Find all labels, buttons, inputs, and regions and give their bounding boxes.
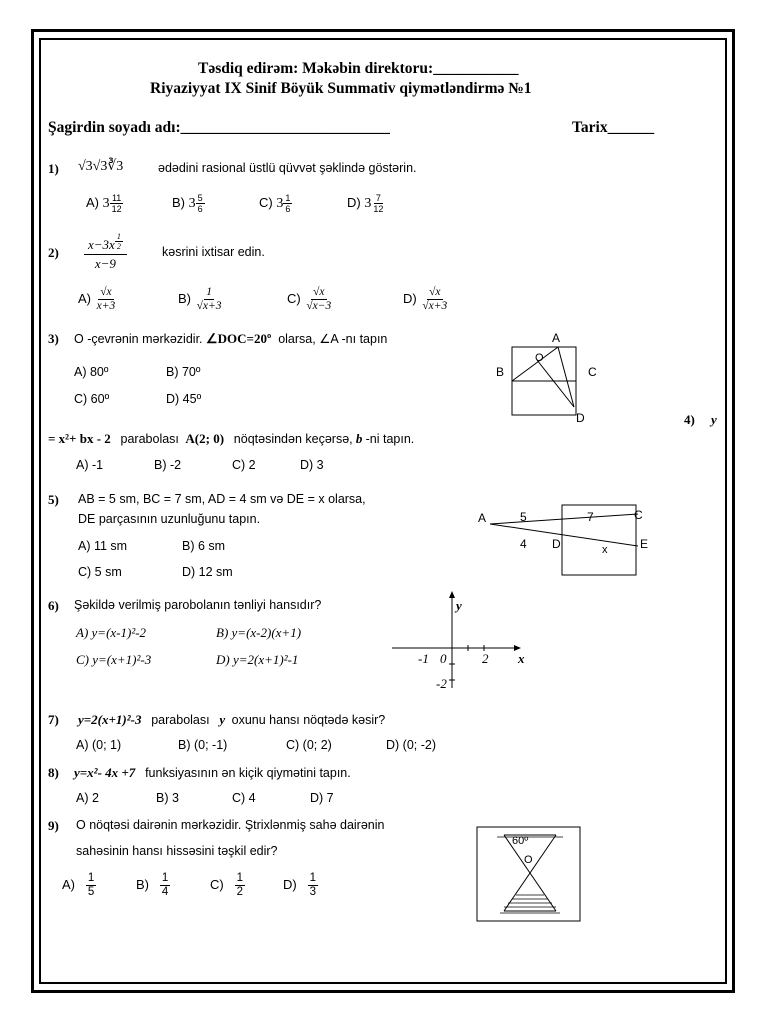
q6-coordinate-axes — [388, 588, 538, 693]
q5-option-b: B) 6 sm — [182, 539, 226, 553]
q6-option-a: A) y=(x-1)²-2 — [76, 625, 147, 640]
q5-label-c: C — [634, 508, 643, 522]
q6-y-axis-label: y — [456, 598, 462, 613]
q8-option-b: B) 3 — [156, 791, 179, 805]
q8-option-c: C) 4 — [232, 791, 256, 805]
q9-option-c: C) $\frac{1}{2}$ — [210, 872, 243, 899]
q9-line2: sahəsinin hansı hissəsini təşkil edir? — [76, 844, 278, 858]
q6-tick-m1: -1 — [418, 651, 429, 666]
q6-tick-2: 2 — [482, 651, 489, 666]
q2-option-c: C) $\frac{√x}{√x-3}$ — [287, 286, 332, 313]
q6-tick-m2: -2 — [436, 676, 447, 691]
q4-var-y: y — [711, 412, 717, 427]
q9-label-angle: 60º — [512, 835, 529, 847]
q7-option-a: A) (0; 1) — [76, 738, 122, 752]
q7-option-b: B) (0; -1) — [178, 738, 228, 752]
q3-figure — [492, 330, 612, 425]
q8-number: 8) — [48, 765, 59, 780]
q6-tick-0: 0 — [440, 651, 447, 666]
q6-x-axis-label: x — [518, 651, 525, 666]
q6-text: Şəkildə verilmiş parobolanın tənliyi hansıdır? — [74, 598, 322, 612]
q1-text: ədədini rasional üstlü qüvvət şəklində göstərin. — [158, 161, 417, 175]
q4-option-c: C) 2 — [232, 458, 256, 472]
q5-label-e: E — [640, 537, 649, 551]
q5-line2: DE parçasının uzunluğunu tapın. — [78, 512, 261, 526]
q5-label-4: 4 — [520, 537, 527, 551]
page-title: Riyaziyyat IX Sinif Böyük Summativ qiymətləndirmə №1 — [150, 80, 532, 97]
q9-figure — [476, 825, 582, 923]
q5-line1: AB = 5 sm, BC = 7 sm, AD = 4 sm və DE = x olarsa, — [78, 492, 366, 506]
date-line: Tarix______ — [572, 119, 655, 136]
q3-text: O -çevrənin mərkəzidir. ∠DOC=20º olarsa, ∠A -nı tapın — [74, 331, 388, 346]
q5-number: 5) — [48, 492, 59, 507]
q9-option-a: A) $\frac{1}{5}$ — [62, 872, 95, 899]
q5-label-d: D — [552, 537, 561, 551]
q5-label-x: x — [602, 544, 608, 556]
q7-option-c: C) (0; 2) — [286, 738, 332, 752]
q1-radical-expression — [78, 158, 123, 175]
q4-text: = x²+ bx - 2 parabolası A(2; 0) nöqtəsindən keçərsə, b -ni tapın. — [48, 431, 415, 446]
q3-label-c: C — [588, 365, 597, 379]
q3-label-b: B — [496, 365, 505, 379]
q8-option-a: A) 2 — [76, 791, 99, 805]
q7-number: 7) — [48, 712, 59, 727]
q2-option-b: B) $\frac{1}{√x+3}$ — [178, 286, 222, 313]
q6-number: 6) — [48, 598, 59, 613]
approval-line: Təsdiq edirəm: Məkəbin direktoru:___________ — [198, 60, 519, 77]
q5-figure — [474, 500, 664, 580]
q2-text: kəsrini ixtisar edin. — [162, 245, 265, 259]
q5-label-a: A — [478, 511, 487, 525]
q2-fraction: x−3x $\frac{1}{2}$ x−9 — [84, 226, 127, 272]
q2-option-d: D) $\frac{√x}{√x+3}$ — [403, 286, 448, 313]
q4-number: 4) — [684, 412, 695, 427]
q3-number: 3) — [48, 331, 59, 346]
q5-label-5: 5 — [520, 510, 527, 524]
q1-option-d: D) 3 $\frac{7}{12}$ — [347, 193, 384, 215]
q4-option-a: A) -1 — [76, 458, 104, 472]
q9-label-o: O — [524, 854, 533, 866]
q4-option-d: D) 3 — [300, 458, 324, 472]
q1-option-c: C) 3 $\frac{1}{6}$ — [259, 193, 291, 215]
q3-label-d: D — [576, 411, 585, 425]
student-name-line: Şagirdin soyadı adı:___________________________ — [48, 119, 390, 136]
q5-option-a: A) 11 sm — [78, 539, 128, 553]
q8-option-d: D) 7 — [310, 791, 334, 805]
q9-option-d: D) $\frac{1}{3}$ — [283, 872, 316, 899]
q9-number: 9) — [48, 818, 59, 833]
q3-option-c: C) 60º — [74, 392, 110, 406]
q9-option-b: B) $\frac{1}{4}$ — [136, 872, 169, 899]
q3-label-o: O — [535, 352, 544, 364]
q6-option-d: D) y=2(x+1)²-1 — [216, 652, 299, 667]
q5-option-d: D) 12 sm — [182, 565, 233, 579]
q3-option-d: D) 45º — [166, 392, 202, 406]
q3-label-a: A — [552, 331, 561, 345]
q9-line1: O nöqtəsi dairənin mərkəzidir. Ştrixlənmiş sahə dairənin — [76, 818, 385, 832]
q2-number: 2) — [48, 245, 59, 260]
q6-option-c: C) y=(x+1)²-3 — [76, 652, 152, 667]
q1-expr: √3√3∛3 — [78, 159, 124, 174]
q3-option-a: A) 80º — [74, 365, 109, 379]
q7-option-d: D) (0; -2) — [386, 738, 436, 752]
q2-option-a: A) $\frac{√x}{x+3}$ — [78, 286, 116, 313]
q7-text: y=2(x+1)²-3 parabolası y oxunu hansı nöqtədə kəsir? — [78, 712, 386, 727]
q5-label-7: 7 — [587, 510, 594, 524]
q4-option-b: B) -2 — [154, 458, 182, 472]
q1-number: 1) — [48, 161, 59, 176]
q8-text: y=x²- 4x +7 funksiyasının ən kiçik qiymətini tapın. — [74, 765, 351, 780]
q1-option-a: A) 3 $\frac{11}{12}$ — [86, 193, 122, 215]
q6-option-b: B) y=(x-2)(x+1) — [216, 625, 302, 640]
q5-option-c: C) 5 sm — [78, 565, 122, 579]
q3-option-b: B) 70º — [166, 365, 201, 379]
q1-option-b: B) 3 $\frac{5}{6}$ — [172, 193, 203, 215]
